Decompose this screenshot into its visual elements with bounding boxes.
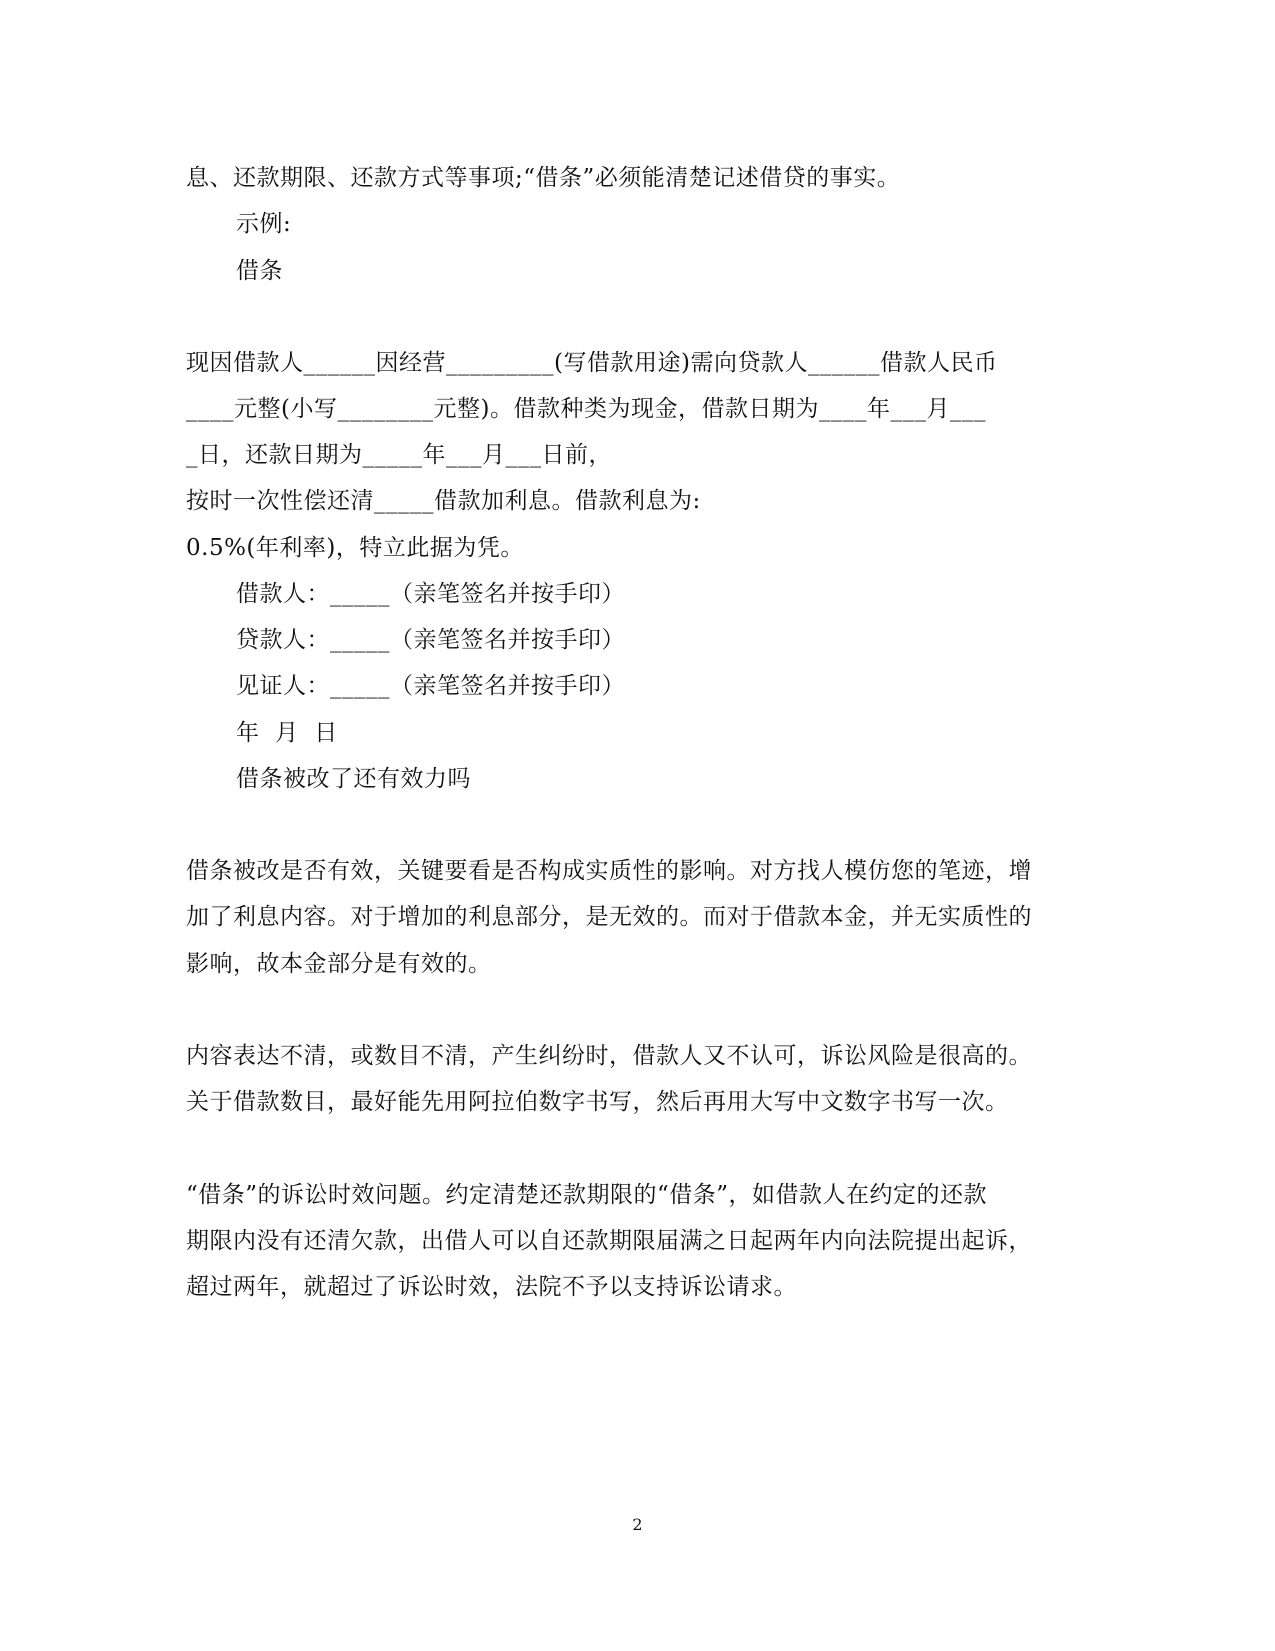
paragraph-line: 超过两年，就超过了诉讼时效，法院不予以支持诉讼请求。 bbox=[186, 1274, 797, 1300]
date-line: 年 月 日 bbox=[236, 720, 338, 746]
paragraph-line: “借条”的诉讼时效问题。约定清楚还款期限的“借条”，如借款人在约定的还款 bbox=[186, 1182, 988, 1208]
paragraph-line: 息、还款期限、还款方式等事项;“借条”必须能清楚记述借贷的事实。 bbox=[186, 165, 901, 191]
iou-body-line: _日，还款日期为_____年___月___日前， bbox=[186, 442, 612, 468]
paragraph-line: 影响，故本金部分是有效的。 bbox=[186, 951, 492, 977]
example-label: 示例: bbox=[236, 211, 292, 237]
paragraph-line: 内容表达不清，或数目不清，产生纠纷时，借款人又不认可，诉讼风险是很高的。 bbox=[186, 1043, 1032, 1069]
borrower-signature-line: 借款人：_____（亲笔签名并按手印） bbox=[236, 581, 625, 607]
witness-signature-line: 见证人：_____（亲笔签名并按手印） bbox=[236, 673, 625, 699]
lender-signature-line: 贷款人：_____（亲笔签名并按手印） bbox=[236, 627, 625, 653]
iou-heading: 借条 bbox=[236, 258, 283, 284]
iou-body-line: 现因借款人______因经营_________(写借款用途)需向贷款人______借款人民币 bbox=[186, 350, 998, 376]
paragraph-line: 期限内没有还清欠款，出借人可以自还款期限届满之日起两年内向法院提出起诉， bbox=[186, 1228, 1032, 1254]
iou-body-line: 0.5%(年利率)，特立此据为凭。 bbox=[186, 535, 524, 561]
paragraph-line: 加了利息内容。对于增加的利息部分，是无效的。而对于借款本金，并无实质性的 bbox=[186, 904, 1032, 930]
page-number: 2 bbox=[632, 1515, 643, 1534]
section-heading: 借条被改了还有效力吗 bbox=[236, 766, 471, 792]
paragraph-line: 关于借款数目，最好能先用阿拉伯数字书写，然后再用大写中文数字书写一次。 bbox=[186, 1089, 1009, 1115]
iou-body-line: ____元整(小写________元整)。借款种类为现金，借款日期为____年___月___ bbox=[186, 396, 986, 422]
paragraph-line: 借条被改是否有效，关键要看是否构成实质性的影响。对方找人模仿您的笔迹，增 bbox=[186, 858, 1032, 884]
iou-body-line: 按时一次性偿还清_____借款加利息。借款利息为: bbox=[186, 488, 701, 514]
